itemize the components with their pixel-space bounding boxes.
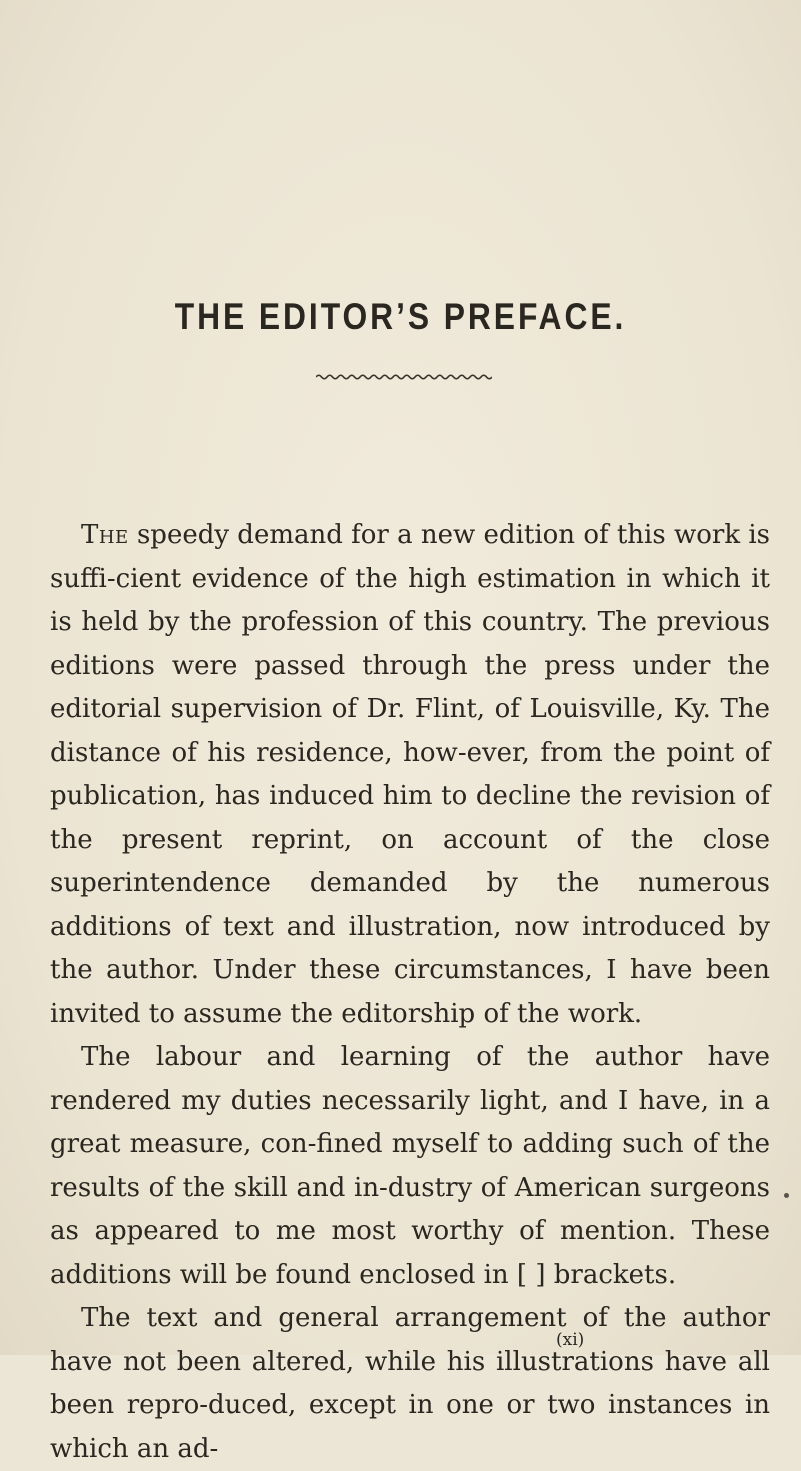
wavy-rule-ornament: [316, 372, 492, 382]
page-title: THE EDITOR’S PREFACE.: [174, 296, 627, 337]
paragraph-text: The text and general arrangement of the author have not been altered, while his illustrations have all been repro-duced, except in one or two instances in which an ad-: [50, 1303, 770, 1464]
paragraph-lead: The: [81, 520, 129, 550]
paragraph-1: [50, 514, 770, 1036]
page-number: (xi): [556, 1330, 585, 1350]
preface-body: [50, 514, 770, 1471]
paragraph-2: [50, 1036, 770, 1297]
paragraph-3: [50, 1297, 770, 1471]
paragraph-text: The labour and learning of the author have rendered my duties necessarily light, and I have, in a great measure, con-fined myself to adding such of the results of the skill and in-dustry of American surgeons as appeared to me most worthy of mention. These additions will be found enclosed in [ ] brackets.: [50, 1042, 770, 1290]
margin-mark: [784, 1193, 789, 1198]
paragraph-text: speedy demand for a new edition of this work is suffi-cient evidence of the high estimation in which it is held by the profession of this country. The previous editions were passed through the press under the editorial supervision of Dr. Flint, of Louisville, Ky. The distance of his residence, how-ever, from the point of publication, has induced him to decline the revision of the present reprint, on account of the close superintendence demanded by the numerous additions of text and illustration, now introduced by the author. Under these circumstances, I have been invited to assume the editorship of the work.: [50, 520, 770, 1029]
